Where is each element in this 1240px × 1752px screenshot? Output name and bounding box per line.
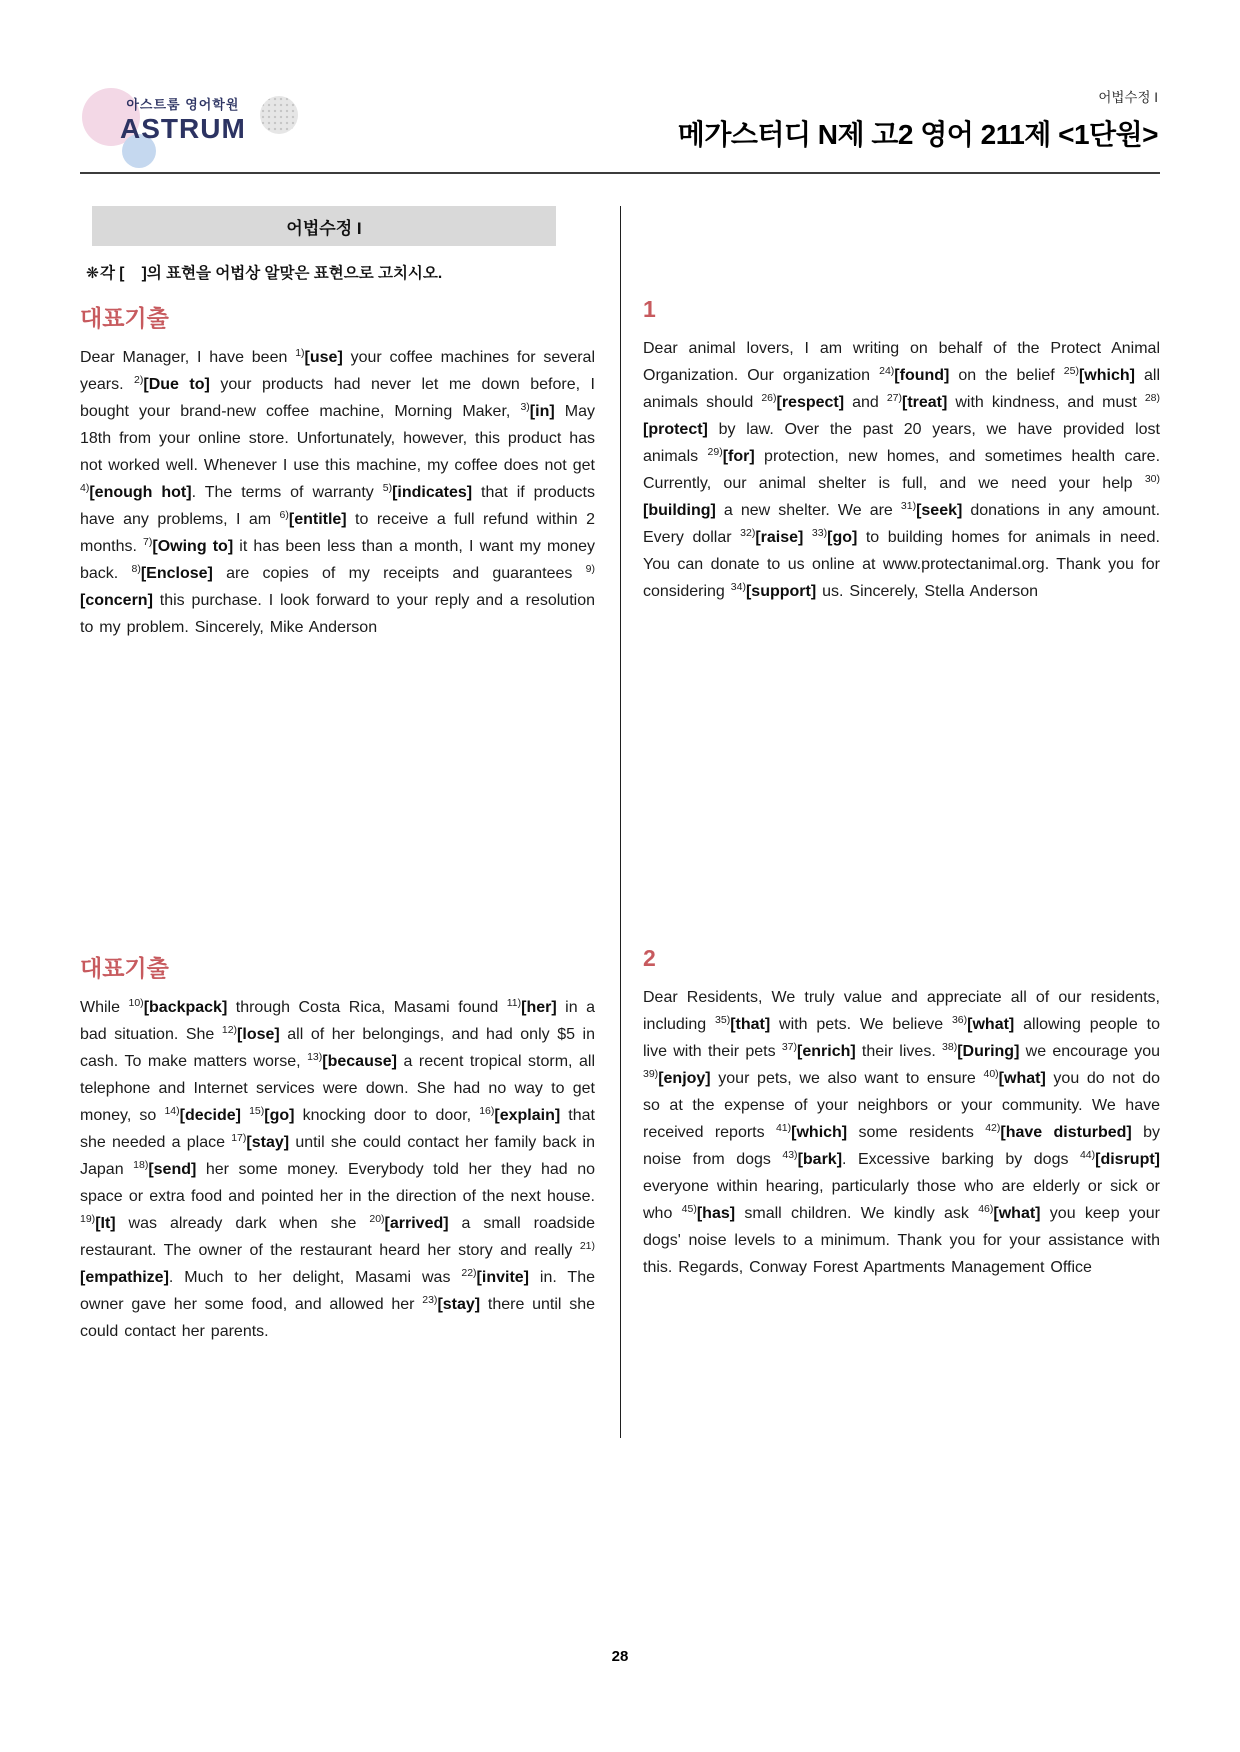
passage-text: Dear Manager, I have been $^{1)}$[use] your coffee machines for several years. $^{2)}$[Due to] your products had never let me down before, I bought your brand-new coffee machine, Morning Maker, $^{3)}$[in] May 18th from your online store. Unfortunately, however, this product has not worked well. Whenever I use this machine, my coffee does not get $^{4)}$[enough hot]. The terms of warranty $^{5)}$[indicates] that if products have any problems, I am $^{6)}$[entitle] to receive a full refund within 2 months. $^{7)}$[Owing to] it has been less than a month, I want my money back. $^{8)}$[Enclose] are copies of my receipts and guarantees $^{9)}$[concern] this purchase. I look forward to your reply and a resolution to my problem. Sincerely, Mike Anderson [80,347,596,636]
document-titles [678,86,1158,153]
instruction [86,261,595,283]
astrum-logo [82,80,332,172]
block-heading: 대표기출 [80,305,169,331]
passage-block [80,305,595,641]
header [82,84,1158,170]
passage-text: Dear Residents, We truly value and appreciate all of our residents, including $^{35)}$[that] with pets. We believe $^{36)}$[what] allowing people to live with their pets $^{37)}$[enrich] their lives. $^{38)}$[During] we encourage you $^{39)}$[enjoy] your pets, we also want to ensure $^{40)}$[what] you do not do so at the expense of your neighbors or your community. We have received reports $^{41)}$[which] some residents $^{42)}$[have disturbed] by noise from dogs $^{43)}$[bark]. Excessive barking by dogs $^{44)}$[disrupt] everyone within hearing, particularly those who are elderly or sick or who $^{45)}$[has] small children. We kindly ask $^{46)}$[what] you keep your dogs' noise levels to a minimum. Thank you for your assistance with this. Regards, Conway Forest Apartments Management Office [643,989,1161,1276]
block-heading: 1 [643,296,656,322]
doc-category: 어법수정 I [1098,90,1158,105]
content [80,206,1160,1438]
asterisk-icon: ❋ [86,264,99,282]
left-column [80,206,595,1345]
right-column [643,206,1160,1281]
instruction-text: 각 [ ]의 표현을 어법상 알맞은 표현으로 고치시오. [100,265,443,282]
passage-block [80,955,595,1345]
logo-text [120,94,246,145]
logo-subtitle: 아스트룸 영어학원 [126,97,240,112]
passage-text: Dear animal lovers, I am writing on behalf of the Protect Animal Organization. Our organization $^{24)}$[found] on the belief $^{25)}$[which] all animals should $^{26)}$[respect] and $^{27)}$[treat] with kindness, and must $^{28)}$[protect] by law. Over the past 20 years, we have provided lost animals $^{29)}$[for] protection, new homes, and sometimes health care. Currently, our animal shelter is full, and we need your help $^{30)}$[building] a new shelter. We are $^{31)}$[seek] donations in any amount. Every dollar $^{32)}$[raise] $^{33)}$[go] to building homes for animals in need. You can donate to us online at www.protectanimal.org. Thank you for considering $^{34)}$[support] us. Sincerely, Stella Anderson [643,340,1161,600]
passage-block [643,945,1160,1281]
dotted-circle-icon [260,96,298,134]
header-rule [80,172,1160,174]
page-title: 메가스터디 N제 고2 영어 211제 <1단원> [677,119,1158,150]
passage-text: While $^{10)}$[backpack] through Costa Rica, Masami found $^{11)}$[her] in a bad situation. She $^{12)}$[lose] all of her belongings, and had only $5 in cash. To make matters worse, $^{13)}$[because] a recent tropical storm, all telephone and Internet services were down. She had no way to get money, so $^{14)}$[decide] $^{15)}$[go] knocking door to door, $^{16)}$[explain] that she needed a place $^{17)}$[stay] until she could contact her family back in Japan $^{18)}$[send] her some money. Everybody told her they had no space or extra food and pointed her in the direction of the next house. $^{19)}$[It] was already dark when she $^{20)}$[arrived] a small roadside restaurant. The owner of the restaurant heard her story and really $^{21)}$[empathize]. Much to her delight, Masami was $^{22)}$[invite] in. The owner gave her some food, and allowed her $^{23)}$[stay] there until she could contact her parents. [80,997,596,1340]
section-title-box: 어법수정 I [92,206,556,246]
column-divider [620,206,621,1438]
passage-block [643,296,1160,605]
block-heading: 2 [643,945,656,971]
block-heading: 대표기출 [80,955,169,981]
page-number: 28 [611,1648,629,1665]
logo-name: ASTRUM [120,113,246,144]
